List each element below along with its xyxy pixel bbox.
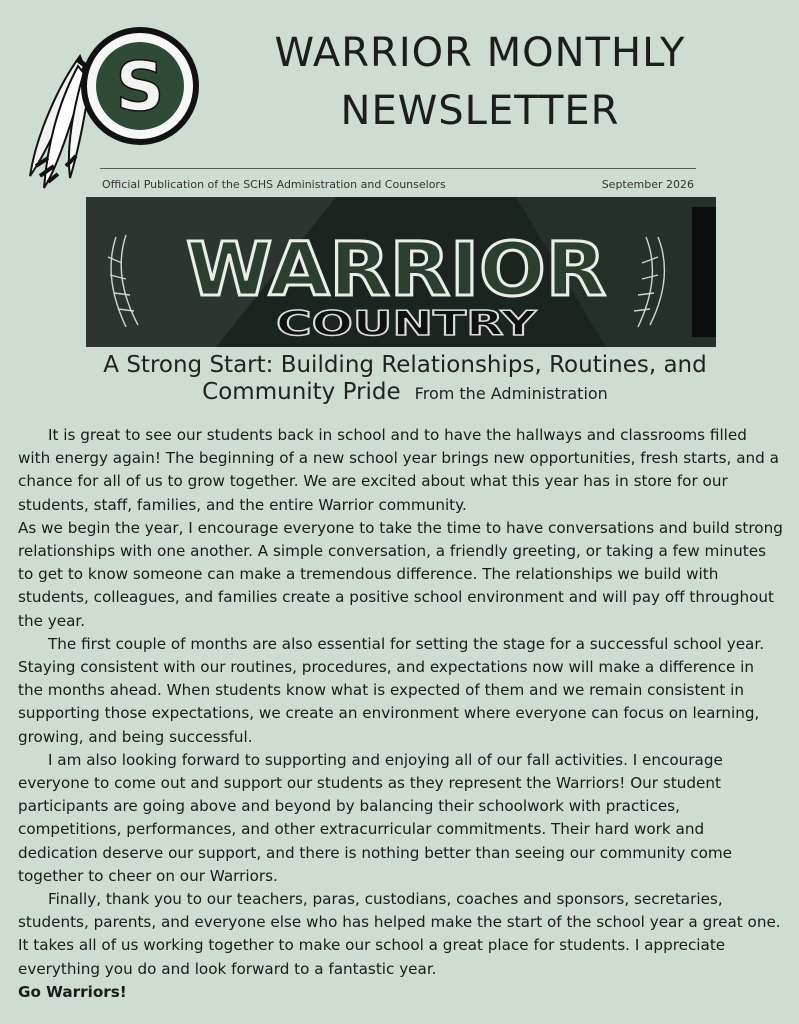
article-byline: From the Administration xyxy=(414,384,608,403)
paragraph-1: It is great to see our students back in school and to have the hallways and classrooms filled with energy again! The beginning of a new school year brings new opportunities, fresh starts, and a chance for all of us to grow together. We are excited about what this year has in store for our students, staff, families, and the entire Warrior community. xyxy=(18,426,779,514)
publication-line xyxy=(102,178,694,191)
headline-line-2: Community Pride xyxy=(202,379,401,405)
publication-label: Official Publication of the SCHS Administration and Counselors xyxy=(102,178,446,191)
title-line-1: WARRIOR MONTHLY xyxy=(274,30,686,76)
title-line-2: NEWSLETTER xyxy=(340,88,620,134)
article-body xyxy=(18,424,783,1004)
signoff: Go Warriors! xyxy=(18,982,127,1001)
header-divider xyxy=(100,168,696,169)
article-headline xyxy=(40,352,770,407)
headline-line-1: A Strong Start: Building Relationships, Routines, and xyxy=(103,352,707,378)
newsletter-title xyxy=(200,24,760,140)
warrior-country-banner xyxy=(86,197,716,347)
banner-word-2: COUNTRY xyxy=(276,304,537,344)
paragraph-3: The first couple of months are also essential for setting the stage for a successful school year. Staying consistent with our routines, procedures, and expectations now will make a difference in the months ahead. When students know what is expected of them and we remain consistent in supporting those expectations, we create an environment where everyone can focus on learning, growing, and being successful. xyxy=(18,634,765,746)
banner-word-1: WARRIOR xyxy=(186,227,606,313)
paragraph-2: As we begin the year, I encourage everyone to take the time to have conversations and build strong relationships with one another. A simple conversation, a friendly greeting, or taking a few minutes to get to know someone can make a tremendous difference. The relationships we build with students, colleagues, and families create a positive school environment and will pay off throughout the year. xyxy=(18,518,783,630)
issue-date: September 2026 xyxy=(601,178,694,191)
paragraph-4: I am also looking forward to supporting and enjoying all of our fall activities. I encourage everyone to come out and support our students as they represent the Warriors! Our student participants are going above and beyond by balancing their schoolwork with practices, competitions, performances, and other extracurricular commitments. Their hard work and dedication deserve our support, and there is nothing better than seeing our community come together to cheer on our Warriors. xyxy=(18,750,733,885)
logo-letter: S xyxy=(115,48,165,127)
paragraph-5: Finally, thank you to our teachers, paras, custodians, coaches and sponsors, secretaries, students, parents, and everyone else who has helped make the start of the school year a great one. It takes all of us working together to make our school a great place for students. I appreciate everything you do and look forward to a fantastic year. xyxy=(18,890,781,978)
